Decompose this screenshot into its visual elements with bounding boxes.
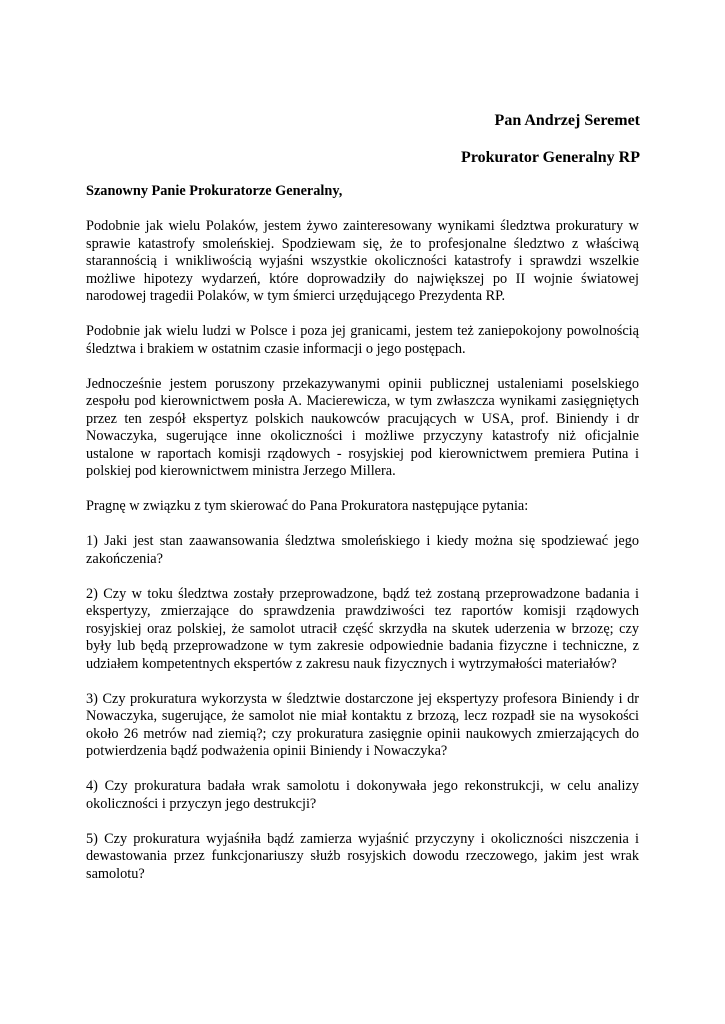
question-3: 3) Czy prokuratura wykorzysta w śledztwie dostarczone jej ekspertyzy profesora Biniendy i dr Nowaczyka, sugerujące, że samolot nie miał kontaktu z brzozą, lecz rozpadł sie na wysokości około 26 metrów nad ziemią?; czy prokuratura zasięgnie opinii naukowych zmierzających do potwierdzenia bądź podważenia opinii Biniendy i Nowaczyka?	[86, 690, 639, 759]
question-2: 2) Czy w toku śledztwa zostały przeprowadzone, bądź też zostaną przeprowadzone badania i ekspertyzy, zmierzające do sprawdzenia prawdziwości tez raportów komisji rządowych rosyjskiej oraz polskiej, że samolot utracił część skrzydła na skutek uderzenia w brzozę; czy były lub będą przeprowadzone w tym zakresie odpowiednie badania fizyczne i techniczne, z udziałem kompetentnych ekspertów z zakresu nauk fizycznych i wytrzymałości materiałów?	[86, 585, 639, 672]
letter-body	[86, 183, 639, 901]
recipient-name: Pan Andrzej Seremet	[494, 112, 640, 129]
paragraph-concern: Podobnie jak wielu ludzi w Polsce i poza jej granicami, jestem też zaniepokojony powolnością śledztwa i brakiem w ostatnim czasie informacji o jego postępach.	[86, 323, 639, 357]
question-5: 5) Czy prokuratura wyjaśniła bądź zamierza wyjaśnić przyczyny i okoliczności niszczenia i dewastowania przez funkcjonariuszy służb rosyjskich dowodu rzeczowego, jakim jest wrak samolotu?	[86, 830, 639, 882]
recipient-title: Prokurator Generalny RP	[461, 149, 640, 166]
paragraph-findings: Jednocześnie jestem poruszony przekazywanymi opinii publicznej ustaleniami poselskiego zespołu pod kierownictwem posła A. Macierewicza, w tym zwłaszcza wynikami zasięgniętych przez ten zespół ekspertyz polskich naukowców pracujących w USA, prof. Biniendy i dr Nowaczyka, sugerujące inne okoliczności i możliwe przyczyny katastrofy niż oficjalnie ustalone w raportach komisji rządowych - rosyjskiej pod kierownictwem premiera Putina i polskiej pod kierownictwem ministra Jerzego Millera.	[86, 375, 639, 479]
question-4: 4) Czy prokuratura badała wrak samolotu i dokonywała jego rekonstrukcji, w celu analizy okoliczności i przyczyn jego destrukcji?	[86, 778, 639, 812]
question-1: 1) Jaki jest stan zaawansowania śledztwa smoleńskiego i kiedy można się spodziewać jego zakończenia?	[86, 533, 639, 567]
paragraph-questions-intro: Pragnę w związku z tym skierować do Pana Prokuratora następujące pytania:	[86, 498, 529, 514]
paragraph-intro: Podobnie jak wielu Polaków, jestem żywo zainteresowany wynikami śledztwa prokuratury w sprawie katastrofy smoleńskiej. Spodziewam się, że to profesjonalne śledztwo z właściwą starannością i wnikliwością wyjaśni wszystkie okoliczności katastrofy i sprawdzi wszelkie możliwe hipotezy wydarzeń, które doprowadziły do największej po II wojnie światowej narodowej tragedii Polaków, w tym śmierci urzędującego Prezydenta RP.	[86, 218, 639, 304]
salutation: Szanowny Panie Prokuratorze Generalny,	[86, 183, 343, 199]
